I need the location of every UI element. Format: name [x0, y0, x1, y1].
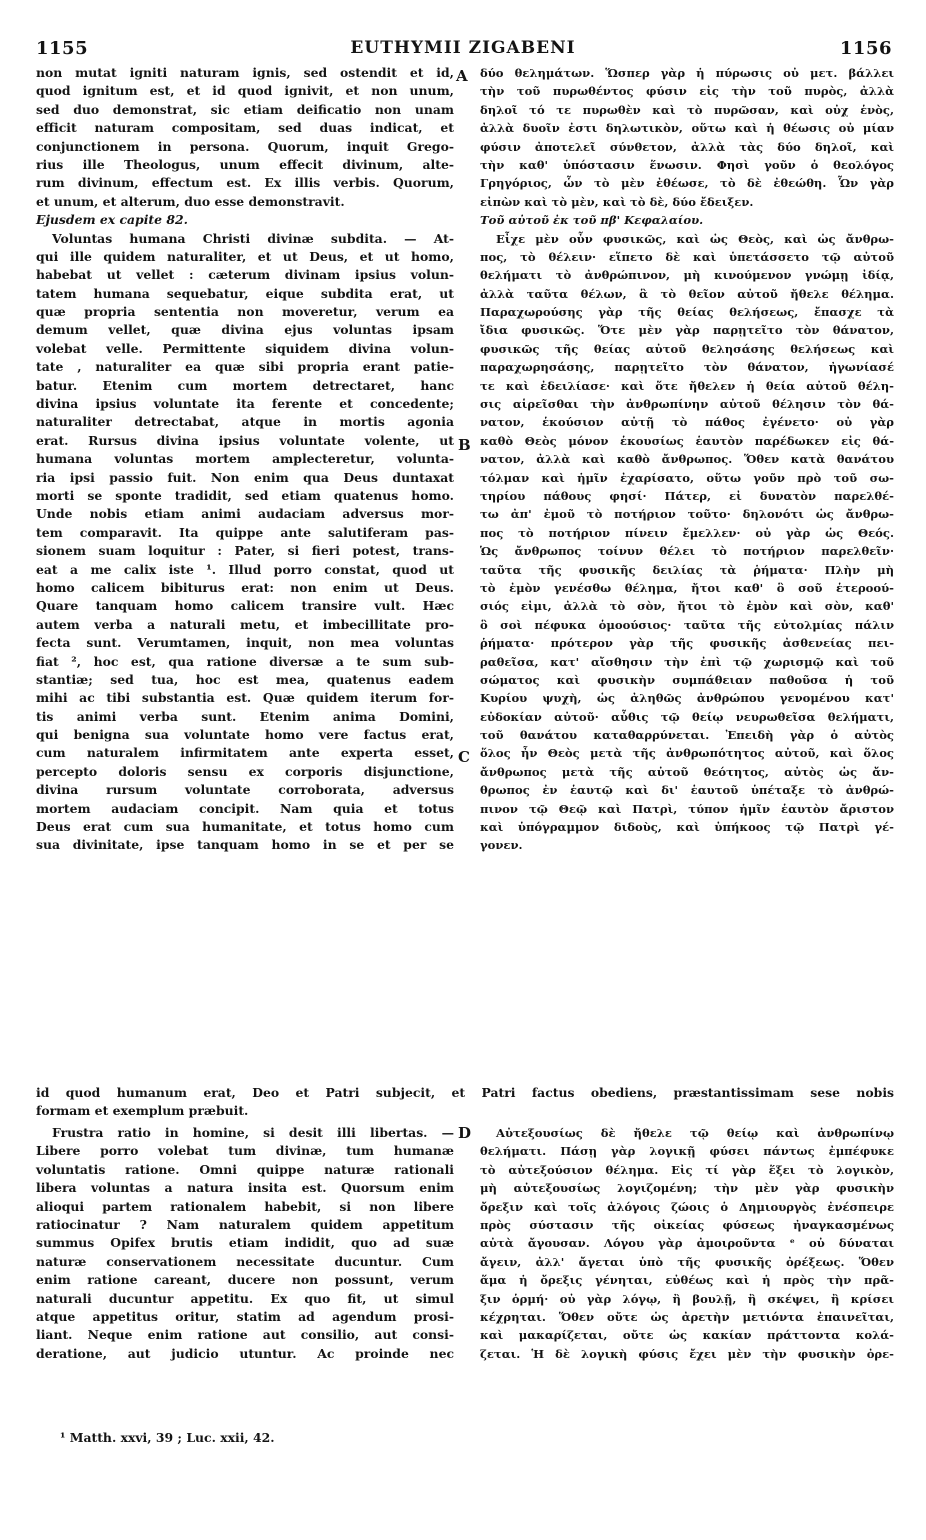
latin-column-bottom: [36, 1124, 454, 1363]
margin-letter-b: B: [458, 436, 471, 454]
text-line: ταῦτα τῆς φυσικῆς δειλίας τὰ ῥήματα· Πλὴν μὴ: [480, 562, 894, 577]
text-line: rum divinum, effectum est. Ex illis verbis. Quorum,: [36, 175, 454, 191]
latin-column-top: [36, 64, 454, 855]
text-line: φύσιν ἀποτελεῖ σύνθετον, ἀλλὰ τὰς δύο δηλοῖ, καὶ: [480, 139, 894, 154]
text-line: τὴν τοῦ πυρωθέντος φύσιν εἰς τὴν τοῦ πυρὸς, ἀλλὰ: [480, 84, 894, 99]
text-line: deratione, aut judicio utuntur. Ac proinde nec: [36, 1345, 454, 1361]
page-number-left: 1155: [36, 38, 89, 59]
text-line: Unde nobis etiam animi audaciam adversus mor-: [36, 506, 454, 522]
text-line: divina rursum voluntate corroborata, adversus: [36, 782, 454, 798]
text-line: τω ἀπ' ἐμοῦ τὸ ποτήριον τοῦτο· δηλονότι ὡς ἄνθρω-: [480, 507, 894, 522]
text-line: Quare tanquam homo calicem transire vult. Hæc: [36, 598, 454, 614]
text-line: naturali ducuntur appetitu. Ex quo fit, ut simul: [36, 1290, 454, 1306]
text-line: ἴδια φυσικῶς. Ὅτε μὲν γὰρ παρῃτεῖτο τὸν θάνατον,: [480, 323, 894, 338]
text-line: πινον τῷ Θεῷ καὶ Πατρὶ, τύπον ἡμῖν ἑαυτὸν ἄριστον: [480, 801, 894, 816]
text-line: rius ille Theologus, unum effecit divinum, alte-: [36, 156, 454, 172]
text-line: αὐτὰ ἄγουσαν. Λόγου γὰρ ἀμοιροῦντα ᵉ οὐ δύναται: [480, 1236, 894, 1251]
text-line: Libere porro volebat tum divinæ, tum humanæ: [36, 1143, 454, 1159]
text-line: Αὐτεξουσίως δὲ ἤθελε τῷ θείῳ καὶ ἀνθρωπίνῳ: [496, 1126, 894, 1140]
text-line: eat a me calix iste ¹. Illud porro constat, quod ut: [36, 561, 454, 577]
text-line: καὶ μακαρίζεται, οὔτε ὡς κακίαν πράττοντα κολά-: [480, 1328, 894, 1343]
text-line: ραθεῖσα, κατ' αἴσθησιν τὴν ἐπὶ τῷ χωρισμῷ καὶ τοῦ: [480, 654, 894, 669]
text-line: mihi ac tibi substantia est. Quæ quidem iterum for-: [36, 690, 454, 706]
text-line: quæ propria sententia non moveretur, verum ea: [36, 304, 454, 320]
text-line: καθὸ Θεὸς μόνον ἑκουσίως ἑαυτὸν παρέδωκεν εἰς θά-: [480, 433, 894, 448]
text-line: Κυρίου ψυχὴ, ὡς ἀληθῶς ἀνθρώπου γενομένου κατ': [480, 691, 894, 706]
text-line: conjunctionem in persona. Quorum, inquit Grego-: [36, 138, 454, 154]
text-line: σιός εἰμι, ἀλλὰ τὸ σὸν, ἤτοι τὸ ἐμὸν καὶ σὸν, καθ': [480, 599, 894, 614]
text-line: τὸ αὐτεξούσιον θέλημα. Εἰς τί γὰρ ἕξει τὸ λογικὸν,: [480, 1162, 894, 1177]
text-line: efficit naturam compositam, sed duas indicat, et: [36, 120, 454, 136]
text-line: humana voluntas mortem amplecteretur, volunta-: [36, 451, 454, 467]
text-line: liant. Neque enim ratione aut consilio, aut consi-: [36, 1327, 454, 1343]
text-line: παραχωρησάσης, παρῃτεῖτο τὸν θάνατον, ἠγωνίασέ: [480, 360, 894, 375]
text-line: ὄρεξιν καὶ τοῖς ἀλόγοις ζώοις ὁ Δημιουργὸς ἐνέσπειρε: [480, 1199, 894, 1214]
text-line: ἄνθρωπος μετὰ τῆς αὐτοῦ θεότητος, αὐτὸς ὡς ἄν-: [480, 764, 894, 779]
text-line: Γρηγόριος, ὧν τὸ μὲν ἐθέωσε, τὸ δὲ ἐθεώθη. Ὧν γὰρ: [480, 176, 894, 191]
text-line: νατον, ἀλλὰ καὶ καθὸ ἄνθρωπος. Ὅθεν κατὰ θανάτου: [480, 452, 894, 467]
text-line: enim ratione careant, ducere non possunt, verum: [36, 1272, 454, 1288]
text-line: stantiæ; sed tua, hoc est mea, quatenus eadem: [36, 671, 454, 687]
text-line: θελήματι. Πάσῃ γὰρ λογικῇ φύσει πάντως ἐμπέφυκε: [480, 1144, 894, 1159]
text-line: demum vellet, quæ divina ejus voluntas ipsam: [36, 322, 454, 338]
text-line: naturæ conservationem necessitate ducuntur. Cum: [36, 1253, 454, 1269]
text-line: ἀλλὰ δυοῖν ἐστι δηλωτικὸν, οὕτω καὶ ἡ θέωσις οὐ μίαν: [480, 121, 894, 136]
text-line: Frustra ratio in homine, si desit illi libertas. —: [52, 1125, 454, 1140]
text-line: Τοῦ αὐτοῦ ἐκ τοῦ πβ' Κεφαλαίου.: [480, 213, 704, 228]
text-line: τε καὶ ἐδειλίασε· καὶ ὅτε ἤθελεν ἡ θεία αὐτοῦ θέλη-: [480, 378, 894, 393]
text-line: habebat ut vellet : cæterum divinam ipsius volun-: [36, 267, 454, 283]
text-line: fecta sunt. Verumtamen, inquit, non mea voluntas: [36, 635, 454, 651]
text-line: summus Opifex brutis etiam indidit, quo ad suæ: [36, 1235, 454, 1251]
margin-letter-c: C: [458, 748, 470, 766]
text-line: Παραχωρούσης γὰρ τῆς θείας θελήσεως, ἔπασχε τὰ: [480, 305, 894, 320]
text-line: sed duo demonstrat, sic etiam deificatio non unam: [36, 101, 454, 117]
text-line: πρὸς σύστασιν τῆς οἰκείας φύσεως ἠναγκασμένως: [480, 1217, 894, 1232]
text-line: ῥήματα· πρότερον γὰρ τῆς φυσικῆς ἀσθενείας πει-: [480, 636, 894, 651]
text-line: σώματος καὶ φυσικὴν συμπάθειαν παθοῦσα ἡ τοῦ: [480, 672, 894, 687]
text-line: καὶ ὑπόγραμμον διδοὺς, καὶ ὑπήκοος τῷ Πατρὶ γέ-: [480, 820, 894, 835]
text-line: percepto doloris sensu ex corporis disjunctione,: [36, 763, 454, 779]
text-line: qui ille quidem naturaliter, et ut Deus, et ut homo,: [36, 248, 454, 264]
text-line: morti se sponte tradidit, sed etiam quatenus homo.: [36, 487, 454, 503]
greek-column-bottom: [480, 1124, 894, 1363]
text-line: Εἶχε μὲν οὖν φυσικῶς, καὶ ὡς Θεὸς, καὶ ὡς ἄνθρω-: [496, 231, 894, 246]
text-line: Deus erat cum sua humanitate, et totus homo cum: [36, 819, 454, 835]
text-line: volebat velle. Permittente siquidem divina volun-: [36, 340, 454, 356]
text-line: naturaliter detrectabat, atque in mortis agonia: [36, 414, 454, 430]
text-line: σις αἱρεῖσθαι τὴν ἀνθρωπίνην αὐτοῦ θέλησιν τὸν θά-: [480, 397, 894, 412]
text-line: alioqui partem rationalem habebit, si non libere: [36, 1198, 454, 1214]
text-line: πος τὸ ποτήριον πίνειν ἔμελλεν· οὐ γὰρ ὡς Θεός.: [480, 525, 894, 540]
text-line: ζεται. Ἡ δὲ λογικὴ φύσις ἔχει μὲν τὴν φυσικὴν ὀρε-: [480, 1346, 894, 1361]
greek-column-top: [480, 64, 894, 855]
text-line: ἄγειν, ἀλλ' ἄγεται ὑπὸ τῆς φυσικῆς ὀρέξεως. Ὅθεν: [480, 1254, 894, 1269]
text-line: κέχρηται. Ὅθεν οὔτε ὡς ἀρετὴν μετιόντα ἐπαινεῖται,: [480, 1309, 894, 1324]
text-line: tatem humana sequebatur, eique subdita erat, ut: [36, 285, 454, 301]
text-line: qui benigna sua voluntate homo vere factus erat,: [36, 727, 454, 743]
text-line: τοῦ θανάτου καταθαρρύνεται. Ἐπειδὴ γὰρ ὁ αὐτὸς: [480, 728, 894, 743]
text-line: sionem suam loquitur : Pater, si fieri potest, trans-: [36, 543, 454, 559]
text-line: atque appetitus oritur, statim ad agendum prosi-: [36, 1308, 454, 1324]
text-line: φυσικῶς τῆς θείας αὐτοῦ θελησάσης θελήσεως καὶ: [480, 341, 894, 356]
full-width-line-end: formam et exemplum præbuit.: [36, 1103, 249, 1118]
text-line: ria ipsi passio fuit. Non enim qua Deus duntaxat: [36, 469, 454, 485]
text-line: quod ignitum est, et id quod ignivit, et non unum,: [36, 83, 454, 99]
text-line: divina ipsius voluntate ita ferente et concedente;: [36, 396, 454, 412]
text-line: erat. Rursus divina ipsius voluntate volente, ut: [36, 432, 454, 448]
running-title: EUTHYMII ZIGABENI: [350, 38, 576, 58]
text-line: Voluntas humana Christi divinæ subdita. — At-: [52, 230, 454, 246]
text-line: homo calicem bibiturus erat: non enim ut Deus.: [36, 579, 454, 595]
text-line: τὸ ἐμὸν γενέσθω θέλημα, ἤτοι καθ' ὃ σοῦ ἑτεροού-: [480, 580, 894, 595]
text-line: ὃ σοὶ πέφυκα ὁμοούσιος· ταῦτα τῆς εὐτολμίας πάλιν: [480, 617, 894, 632]
margin-letter-d: D: [458, 1124, 472, 1142]
text-line: τηρίου πάθους φησί· Πάτερ, εἰ δυνατὸν παρελθέ-: [480, 488, 894, 503]
text-line: ἀλλὰ ταῦτα θέλων, ἃ τὸ θεῖον αὐτοῦ ἤθελε θέλημα.: [480, 286, 894, 301]
text-line: voluntatis ratione. Omni quippe naturæ rationali: [36, 1161, 454, 1177]
margin-letter-a: A: [456, 67, 468, 85]
text-line: ξιν ὁρμή· οὐ γὰρ λόγῳ, ἢ βουλῇ, ἢ σκέψει, ἢ κρίσει: [480, 1291, 894, 1306]
text-line: autem verba a naturali metu, et imbecillitate pro-: [36, 616, 454, 632]
text-line: fiat ², hoc est, qua ratione diversæ a te sum sub-: [36, 653, 454, 669]
text-line: εὐδοκίαν αὐτοῦ· αὖθις τῷ θείῳ νευρωθεῖσα θελήματι,: [480, 709, 894, 724]
text-line: δύο θελημάτων. Ὥσπερ γὰρ ἡ πύρωσις οὐ μετ. βάλλει: [480, 66, 894, 80]
text-line: νατον, ἑκούσιον αὐτῇ τὸ πάθος ἐγένετο· οὐ γὰρ: [480, 415, 894, 430]
text-line: cum naturalem infirmitatem ante experta esset,: [36, 745, 454, 761]
page-number-right: 1156: [839, 38, 892, 59]
text-line: batur. Etenim cum mortem detrectaret, hanc: [36, 377, 454, 393]
text-line: mortem audaciam concipit. Nam quia et totus: [36, 800, 454, 816]
text-line: tate , naturaliter ea quæ sibi propria erant patie-: [36, 359, 454, 375]
text-line: libera voluntas a natura insita est. Quorsum enim: [36, 1180, 454, 1196]
text-line: tis animi verba sunt. Etenim anima Domini,: [36, 708, 454, 724]
text-line: sua divinitate, ipse tanquam homo in se et per se: [36, 837, 454, 853]
text-line: non mutat igniti naturam ignis, sed ostendit et id,: [36, 65, 454, 80]
text-line: ὅλος ἦν Θεὸς μετὰ τῆς ἀνθρωπότητος αὐτοῦ, καὶ ὅλος: [480, 746, 894, 761]
text-line: Ejusdem ex capite 82.: [36, 212, 188, 228]
text-line: τόλμαν καὶ ἡμῖν ἐχαρίσατο, οὕτω γοῦν πρὸ τοῦ σω-: [480, 470, 894, 485]
text-line: θελήματι τὸ ἀνθρώπινον, μὴ κινούμενον γνώμῃ ἰδίᾳ,: [480, 268, 894, 283]
text-line: Ὡς ἄνθρωπος τοίνυν θέλει τὸ ποτήριον παρελθεῖν·: [480, 544, 894, 559]
text-line: θρωπος ἐν ἑαυτῷ καὶ δι' ἑαυτοῦ ὑπέταξε τὸ ἀνθρώ-: [480, 783, 894, 798]
full-width-line: id quod humanum erat, Deo et Patri subjecit, et Patri factus obediens, præstantissimam sese nobis: [36, 1085, 894, 1100]
text-line: ἅμα ἡ ὄρεξις γένηται, εὐθέως καὶ ἡ πρὸς τὴν πρᾶ-: [480, 1273, 894, 1288]
text-line: ratiocinatur ? Nam naturalem quidem appetitum: [36, 1216, 454, 1232]
text-line: δηλοῖ τό τε πυρωθὲν καὶ τὸ πυρῶσαν, καὶ οὐχ ἑνὸς,: [480, 102, 894, 117]
text-line: tem comparavit. Ita quippe ante salutiferam pas-: [36, 524, 454, 540]
text-line: γονεν.: [480, 838, 523, 853]
text-line: τὴν καθ' ὑπόστασιν ἕνωσιν. Φησὶ γοῦν ὁ θεολόγος: [480, 157, 894, 172]
text-line: εἰπὼν καὶ τὸ μὲν, καὶ τὸ δὲ, δύο ἔδειξεν.: [480, 194, 754, 209]
text-line: μὴ αὐτεξουσίως λογιζομένη; τὴν μὲν γὰρ φυσικὴν: [480, 1181, 894, 1196]
text-line: πος, τὸ θέλειν· εἵπετο δὲ καὶ ὑπετάσσετο τῷ αὐτοῦ: [480, 249, 894, 264]
text-line: et unum, et alterum, duo esse demonstravit.: [36, 193, 345, 209]
footnote: ¹ Matth. xxvi, 39 ; Luc. xxii, 42.: [60, 1430, 275, 1445]
